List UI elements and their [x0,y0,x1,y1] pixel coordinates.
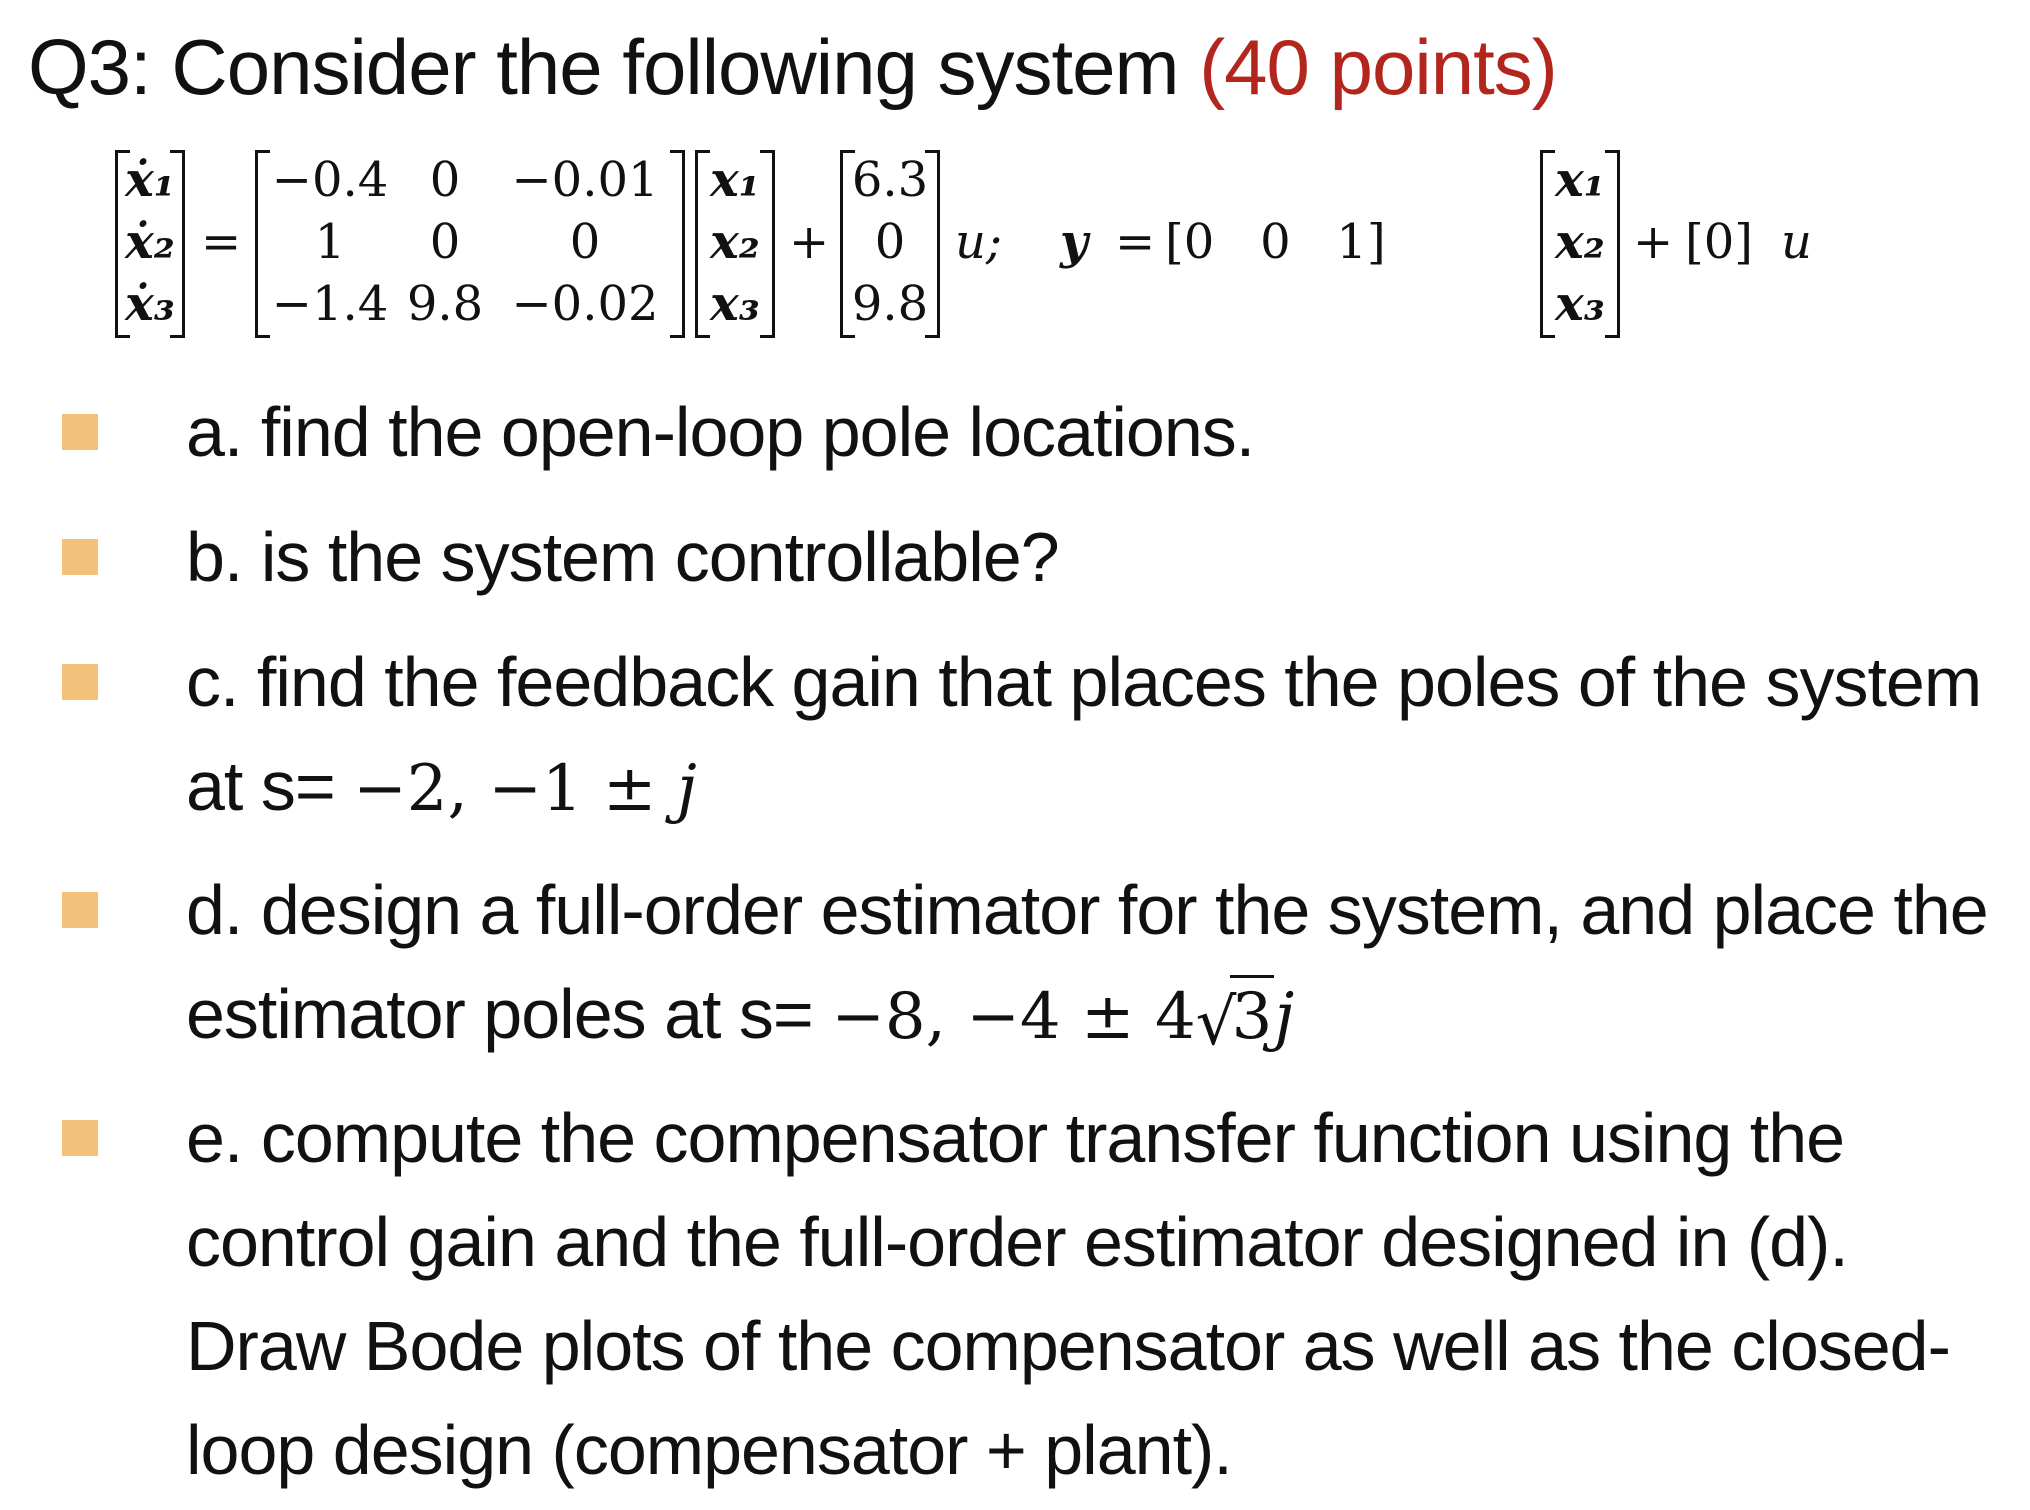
matrix-cell: 9.8 [851,276,929,332]
matrix-cell: −0.01 [511,152,659,208]
matrix-cell: x₁ [710,152,760,208]
sqrt-argument: 3 [1230,975,1275,1054]
matrix-cell: −0.02 [511,276,659,332]
matrix-cell: 0 [874,214,906,270]
list-item-text: a. find the open-loop pole locations. [186,393,1255,471]
matrix-cell: −0.4 [271,152,389,208]
list-item-text: b. is the system controllable? [186,518,1059,596]
bullet-square-icon [62,892,98,928]
matrix-d: [0] [1685,214,1753,270]
plus-sign: + [1633,214,1674,270]
bullet-square-icon [62,664,98,700]
matrix-cell: 9.8 [406,276,484,332]
matrix-cell: 0 [429,152,461,208]
question-title [28,22,1557,112]
imaginary-unit: j [1274,980,1295,1054]
matrix-c: [0 0 1] [1165,214,1386,270]
matrix-cell: 1 [1336,214,1367,270]
imaginary-unit: j [676,752,697,826]
equals-sign: = [1115,214,1156,270]
plus-sign: + [789,214,830,270]
matrix-cell: 0 [569,214,601,270]
matrix-cell: 6.3 [851,152,929,208]
equals-sign: = [201,214,242,270]
matrix-cell: x₂ [1555,214,1605,270]
matrix-cell: ẋ₃ [125,276,175,332]
item-c-text: c. find the feedback gain that places the poles of the system at s= [186,643,1982,825]
input-u-label: u [1781,214,1812,270]
state-space-equation [115,148,1915,338]
matrix-cell: x₃ [1555,276,1605,332]
matrix-cell: x₁ [1555,152,1605,208]
matrix-cell: 0 [1260,214,1291,270]
radical-sign-icon: √ [1195,986,1237,1060]
item-d-text: d. design a full-order estimator for the system, and place the estimator poles at s= [186,871,1988,1053]
list-item-text [186,630,2016,841]
list-item-text [186,858,2016,1069]
pole-values: −2, −1 ± [353,752,677,826]
output-y-label: y [1060,214,1088,270]
matrix-cell: 0 [1183,214,1215,270]
matrix-cell: ẋ₁ [125,152,175,208]
matrix-cell: −1.4 [271,276,389,332]
matrix-cell: x₂ [710,214,760,270]
matrix-b [840,148,940,336]
state-vector [695,148,775,336]
input-u-label: u; [955,214,1003,270]
state-vector-output [1540,148,1620,336]
matrix-cell: x₃ [710,276,760,332]
points-label: (40 points) [1199,23,1557,111]
bullet-square-icon [62,414,98,450]
matrix-cell: ẋ₂ [125,214,175,270]
matrix-cell: 1 [314,214,346,270]
question-title-text: Q3: Consider the following system [28,23,1179,111]
list-item-text: e. compute the compensator transfer function using the control gain and the full-order estimator designed in (d). Draw Bode plots of the compensator as well as the closed-loop design (compensator + plant). [186,1099,1950,1489]
square-root [1196,965,1275,1069]
matrix-a [255,148,685,336]
state-derivative-vector [115,148,185,336]
bullet-square-icon [62,539,98,575]
matrix-cell: 0 [429,214,461,270]
bullet-square-icon [62,1120,98,1156]
estimator-pole-values: −8, −4 ± 4 [831,980,1196,1054]
